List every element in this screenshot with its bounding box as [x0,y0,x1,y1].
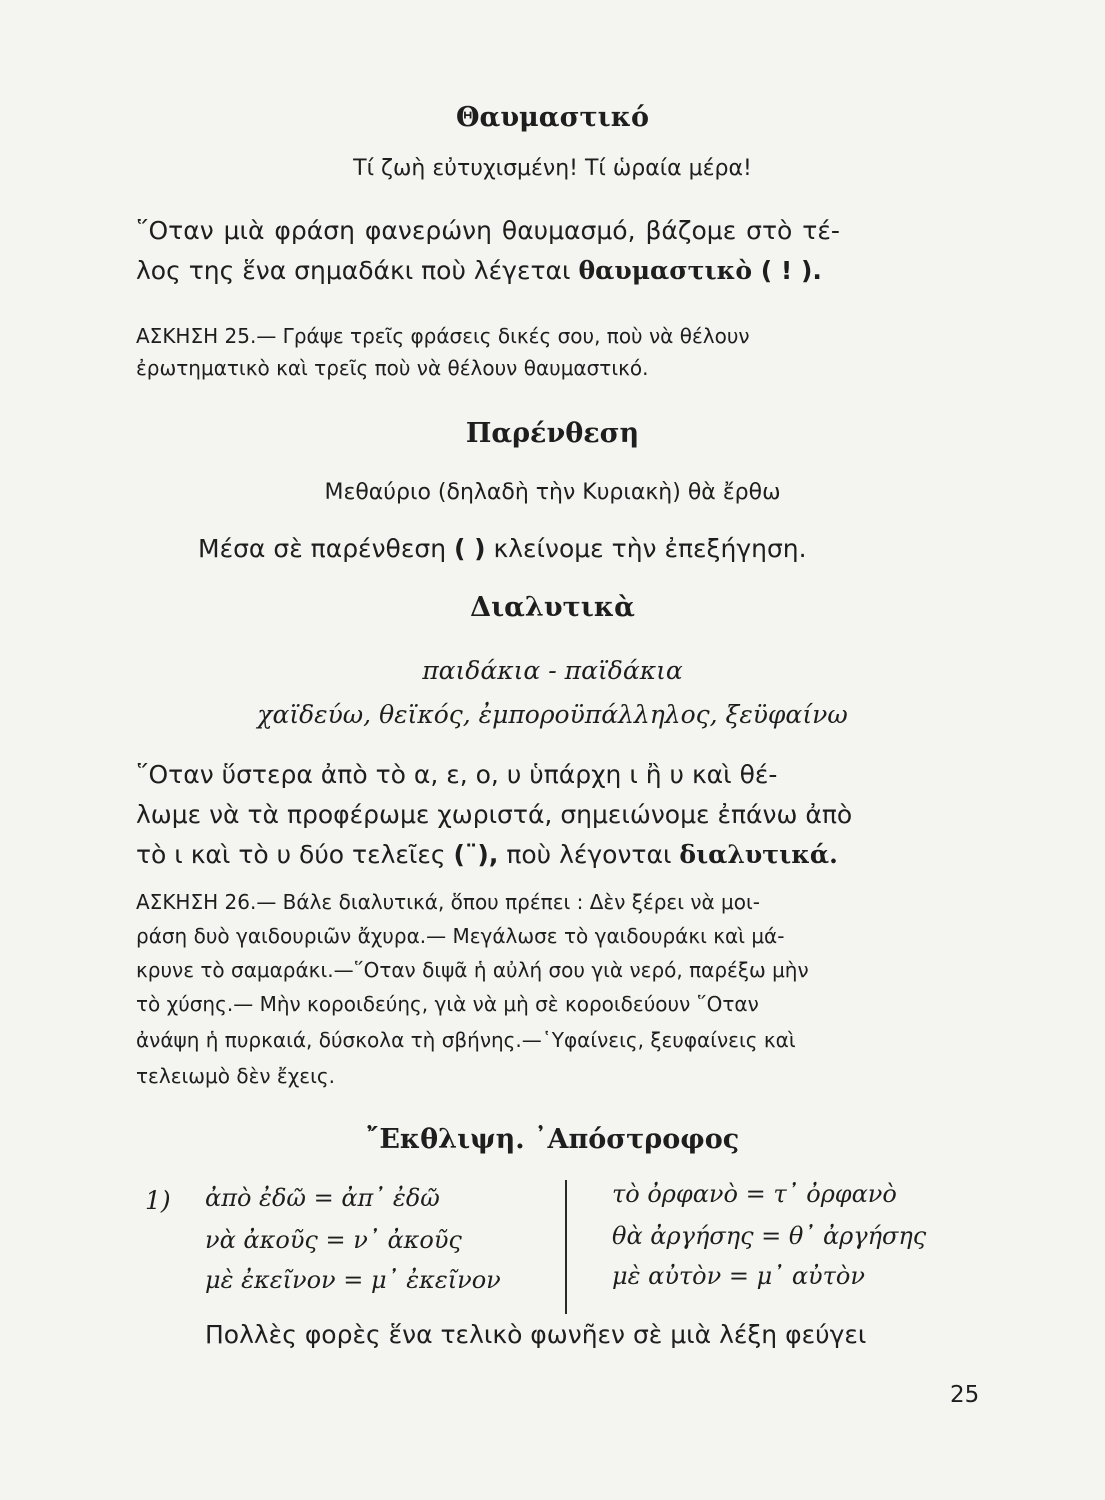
rule-text: λος της ἕνα σημαδάκι ποὺ λέγεται [136,256,571,285]
paragraph-last-line: Πολλὲς φορὲς ἕνα τελικὸ φωνῆεν σὲ μιὰ λέξη φεύγει [205,1320,867,1349]
exercise-26-line: κρυνε τὸ σαμαράκι.—῞Οταν διψᾶ ἡ αὐλή σου γιὰ νερό, παρέξω μὴν [136,958,809,982]
example-number: 1) [145,1186,171,1215]
exclamation-sign: ( ! ). [752,256,822,285]
example-parenthesi: Μεθαύριο (δηλαδὴ τὴν Κυριακὴ) θὰ ἔρθω [324,480,781,505]
example-dialytika-line1: παιδάκια - παϊδάκια [422,656,683,685]
example-thaumastiko: Τί ζωὴ εὐτυχισμένη! Τί ὡραία μέρα! [353,156,752,181]
example-left: ἀπὸ ἐδῶ = ἀπ᾿ ἐδῶ [205,1184,440,1212]
example-left: μὲ ἐκεῖνον = μ᾿ ἐκεῖνον [205,1266,501,1294]
heading-thaumastiko: Θαυμαστικό [456,102,649,133]
example-right: θὰ ἀργήσης = θ᾿ ἀργήσης [612,1222,927,1250]
rule-text: ποὺ λέγονται [506,840,672,869]
exercise-25-line1: ΑΣΚΗΣΗ 25.— Γράψε τρεῖς φράσεις δικές σου, ποὺ νὰ θέλουν [136,324,750,348]
rule-dialytika-line1: ῞Οταν ὕστερα ἀπὸ τὸ α, ε, ο, υ ὑπάρχη ι ἢ υ καὶ θέ- [136,760,778,789]
parenthesis-sign: ( ) [454,534,486,563]
page-number: 25 [950,1382,980,1408]
exercise-26-line: ΑΣΚΗΣΗ 26.— Βάλε διαλυτικά, ὅπου πρέπει : Δὲν ξέρει νὰ μοι- [136,890,761,914]
example-right: μὲ αὐτὸν = μ᾿ αὐτὸν [612,1262,865,1290]
rule-thaumastiko-line1: ῞Οταν μιὰ φράση φανερώνη θαυμασμό, βάζομε στὸ τέ- [136,216,840,245]
rule-text: Μέσα σὲ παρένθεση [198,534,447,563]
rule-text: κλείνομε τὴν ἐπεξήγηση. [493,534,807,563]
exercise-26-line: τελειωμὸ δὲν ἔχεις. [136,1064,335,1088]
exercise-26-line: ἀνάψη ἡ πυρκαιά, δύσκολα τὴ σβήνης.—῾Υφαίνεις, ξευφαίνεις καὶ [136,1028,796,1052]
column-divider [565,1180,567,1314]
rule-dialytika-line3 [136,840,838,869]
term-dialytika: διαλυτικά. [679,840,838,869]
term-thaumastiko: θαυμαστικὸ [578,256,753,285]
heading-ekthlipsi: ῎Εκθλιψη. ᾿Απόστροφος [365,1124,740,1155]
dialytika-sign: (¨), [453,840,499,869]
exercise-25-line2: ἐρωτηματικὸ καὶ τρεῖς ποὺ νὰ θέλουν θαυμαστικό. [136,356,649,380]
exercise-26-line: τὸ χύσης.— Μὴν κοροιδεύης, γιὰ νὰ μὴ σὲ κοροιδεύουν ῞Οταν [136,992,759,1016]
example-left: νὰ ἀκοῦς = ν᾿ ἀκοῦς [205,1226,462,1254]
rule-dialytika-line2: λωμε νὰ τὰ προφέρωμε χωριστά, σημειώνομε ἐπάνω ἀπὸ [136,800,853,829]
rule-parenthesi [198,534,807,563]
heading-parenthesi: Παρένθεση [465,418,640,449]
example-dialytika-line2: χαϊδεύω, θεϊκός, ἐμποροϋπάλληλος, ξεϋφαίνω [257,700,848,729]
rule-text: τὸ ι καὶ τὸ υ δύο τελεῖες [136,840,446,869]
heading-dialytika: Διαλυτικὰ [470,592,635,623]
exercise-26-line: ράση δυὸ γαιδουριῶν ἄχυρα.— Μεγάλωσε τὸ γαιδουράκι καὶ μά- [136,924,785,948]
example-right: τὸ ὀρφανὸ = τ᾿ ὀρφανὸ [612,1180,897,1208]
rule-thaumastiko-line2 [136,256,822,285]
